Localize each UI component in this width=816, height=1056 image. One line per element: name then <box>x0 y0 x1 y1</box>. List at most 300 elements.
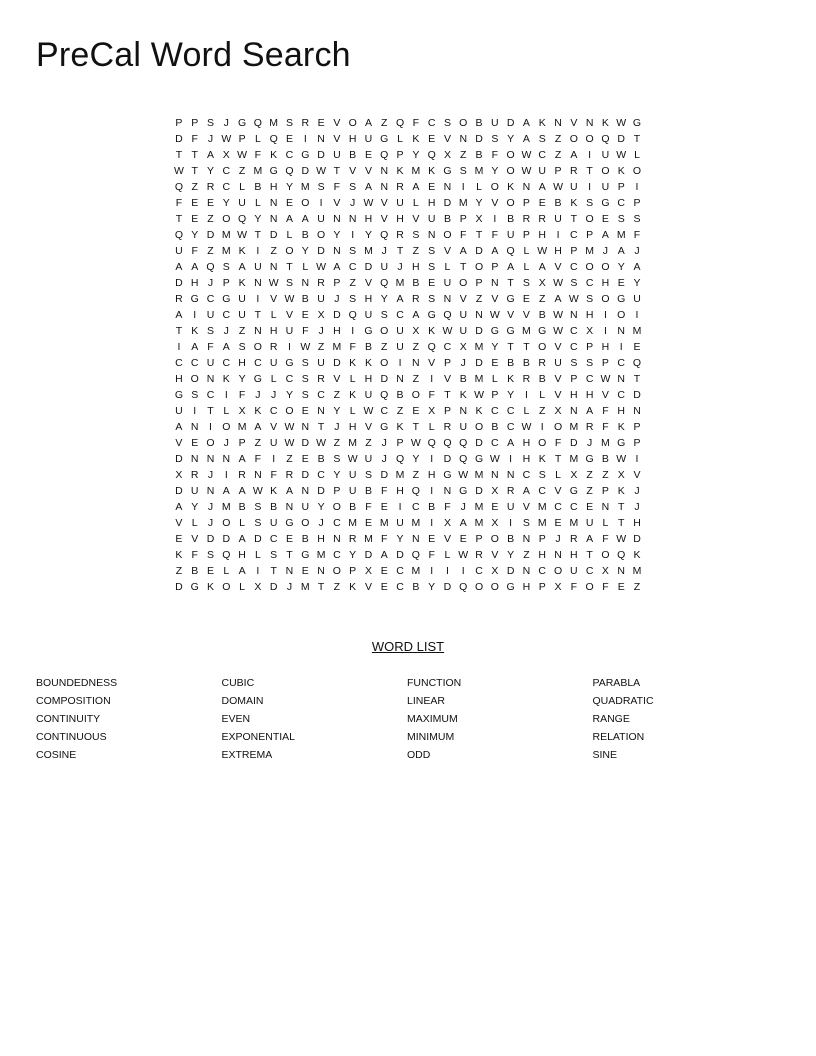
grid-letter: U <box>506 229 515 241</box>
grid-letter: Z <box>207 245 214 257</box>
grid-letter: L <box>254 133 261 145</box>
grid-row <box>171 339 647 355</box>
grid-letter: R <box>190 469 199 481</box>
grid-letter: L <box>523 245 530 257</box>
grid-letter: P <box>522 197 530 209</box>
grid-letter: U <box>301 501 310 513</box>
grid-letter: Q <box>443 309 452 321</box>
grid-letter: T <box>191 149 198 161</box>
grid-letter: Q <box>617 549 626 561</box>
grid-letter: U <box>459 309 468 321</box>
grid-letter: H <box>364 373 373 385</box>
grid-letter: N <box>222 453 231 465</box>
grid-letter: Z <box>602 469 609 481</box>
grid-letter: Y <box>301 245 309 257</box>
grid-letter: Z <box>475 293 483 305</box>
grid-letter: S <box>538 133 546 145</box>
grid-letter: E <box>586 501 594 513</box>
grid-letter: I <box>635 309 639 321</box>
grid-letter: Q <box>380 389 389 401</box>
grid-letter: E <box>380 581 388 593</box>
grid-letter: A <box>601 229 609 241</box>
grid-letter: K <box>507 373 515 385</box>
grid-letter: J <box>207 469 214 481</box>
grid-letter: C <box>333 549 341 561</box>
grid-letter: J <box>334 293 340 305</box>
grid-row <box>171 371 647 387</box>
grid-letter: M <box>474 341 484 353</box>
grid-letter: C <box>491 405 499 417</box>
grid-letter: Q <box>427 341 436 353</box>
grid-letter: V <box>364 165 372 177</box>
grid-letter: Q <box>380 149 389 161</box>
grid-letter: P <box>570 245 578 257</box>
grid-row <box>171 387 647 403</box>
grid-letter: I <box>540 421 544 433</box>
grid-letter: A <box>301 213 309 225</box>
grid-letter: U <box>506 501 515 513</box>
grid-letter: Y <box>364 229 372 241</box>
word-list-item: COSINE <box>36 749 77 761</box>
grid-letter: U <box>601 181 610 193</box>
grid-letter: Q <box>459 581 468 593</box>
grid-letter: C <box>506 421 515 433</box>
grid-letter: U <box>570 181 578 193</box>
grid-letter: S <box>349 181 357 193</box>
grid-letter: O <box>601 261 610 273</box>
grid-letter: W <box>252 485 263 497</box>
grid-row <box>171 579 647 595</box>
grid-letter: D <box>301 469 310 481</box>
grid-letter: K <box>507 181 515 193</box>
grid-letter: O <box>316 229 326 241</box>
grid-letter: C <box>396 581 404 593</box>
grid-letter: J <box>460 357 466 369</box>
grid-letter: S <box>491 133 499 145</box>
grid-letter: P <box>459 213 467 225</box>
grid-letter: T <box>570 213 578 225</box>
grid-letter: O <box>601 165 610 177</box>
word-list-item: ODD <box>407 749 431 761</box>
grid-letter: L <box>476 181 482 193</box>
grid-letter: J <box>381 437 387 449</box>
grid-letter: Z <box>381 341 388 353</box>
grid-letter: E <box>317 117 325 129</box>
grid-letter: E <box>617 277 625 289</box>
grid-letter: Z <box>539 293 546 305</box>
grid-letter: Y <box>412 453 420 465</box>
grid-letter: M <box>458 197 468 209</box>
grid-letter: O <box>585 581 594 593</box>
page-title: PreCal Word Search <box>36 36 351 74</box>
grid-letter: G <box>380 133 389 145</box>
grid-letter: Z <box>412 373 420 385</box>
grid-letter: S <box>570 277 578 289</box>
grid-letter: C <box>570 261 578 273</box>
grid-letter: L <box>539 389 546 401</box>
grid-letter: N <box>333 213 341 225</box>
grid-letter: V <box>443 373 451 385</box>
grid-letter: I <box>256 245 260 257</box>
grid-letter: M <box>364 533 373 545</box>
grid-letter: J <box>602 245 609 257</box>
grid-letter: U <box>317 357 325 369</box>
grid-letter: N <box>254 325 262 337</box>
grid-letter: E <box>522 293 530 305</box>
word-list-item: QUADRATIC <box>592 695 654 707</box>
grid-letter: Z <box>191 181 198 193</box>
grid-letter: H <box>585 389 594 401</box>
grid-letter: T <box>412 421 420 433</box>
grid-letter: D <box>380 469 389 481</box>
grid-letter: Q <box>206 261 215 273</box>
word-list-heading-text: WORD LIST <box>371 639 445 654</box>
grid-letter: Y <box>491 341 499 353</box>
grid-letter: A <box>175 421 183 433</box>
grid-letter: U <box>364 453 373 465</box>
grid-letter: F <box>602 581 609 593</box>
grid-letter: T <box>444 389 451 401</box>
grid-letter: D <box>206 533 215 545</box>
grid-letter: V <box>333 197 341 209</box>
grid-letter: J <box>271 389 277 401</box>
grid-letter: C <box>554 501 562 513</box>
grid-letter: Q <box>395 117 405 129</box>
grid-letter: U <box>585 517 594 529</box>
grid-letter: I <box>509 517 513 529</box>
grid-letter: V <box>443 533 451 545</box>
grid-letter: G <box>301 549 310 561</box>
grid-letter: K <box>175 549 183 561</box>
grid-letter: H <box>522 453 531 465</box>
grid-letter: S <box>522 517 530 529</box>
grid-letter: U <box>570 565 578 577</box>
grid-letter: U <box>238 293 246 305</box>
grid-letter: P <box>443 357 451 369</box>
grid-letter: X <box>570 469 578 481</box>
grid-letter: D <box>475 245 483 257</box>
grid-letter: X <box>475 213 483 225</box>
word-list-item: FUNCTION <box>407 677 462 689</box>
grid-letter: F <box>633 229 641 241</box>
grid-letter: S <box>459 165 467 177</box>
grid-letter: B <box>475 117 483 129</box>
grid-letter: D <box>475 357 483 369</box>
grid-letter: F <box>602 421 609 433</box>
grid-letter: S <box>270 549 278 561</box>
grid-letter: S <box>586 197 594 209</box>
grid-letter: R <box>475 549 483 561</box>
grid-letter: D <box>175 133 183 145</box>
grid-letter: M <box>474 517 484 529</box>
grid-letter: U <box>491 117 499 129</box>
grid-letter: N <box>269 197 278 209</box>
grid-letter: X <box>428 405 436 417</box>
grid-letter: B <box>254 181 262 193</box>
grid-letter: O <box>332 565 341 577</box>
grid-letter: L <box>428 421 435 433</box>
grid-letter: G <box>569 485 578 497</box>
grid-letter: X <box>601 565 609 577</box>
grid-letter: N <box>317 405 325 417</box>
grid-letter: R <box>570 533 578 545</box>
grid-letter: Z <box>460 149 467 161</box>
grid-letter: Z <box>238 325 246 337</box>
grid-letter: M <box>569 421 579 433</box>
grid-letter: S <box>412 229 420 241</box>
grid-letter: L <box>270 373 277 385</box>
grid-letter: C <box>570 501 578 513</box>
grid-letter: J <box>207 133 214 145</box>
grid-letter: M <box>537 501 547 513</box>
grid-letter: N <box>443 485 452 497</box>
grid-letter: W <box>474 389 484 401</box>
grid-letter: O <box>348 117 357 129</box>
grid-letter: F <box>238 389 246 401</box>
grid-letter: D <box>396 549 404 561</box>
grid-letter: I <box>588 181 592 193</box>
grid-letter: Q <box>601 133 610 145</box>
grid-letter: K <box>459 389 467 401</box>
grid-letter: U <box>396 517 404 529</box>
grid-letter: U <box>443 277 452 289</box>
grid-letter: K <box>475 405 483 417</box>
grid-letter: B <box>317 453 325 465</box>
grid-letter: E <box>301 453 309 465</box>
grid-letter: T <box>317 581 325 593</box>
grid-letter: O <box>506 165 515 177</box>
grid-letter: N <box>554 549 562 561</box>
grid-letter: Z <box>207 213 214 225</box>
grid-letter: C <box>585 277 594 289</box>
grid-letter: B <box>301 533 309 545</box>
grid-letter: G <box>490 325 499 337</box>
grid-letter: E <box>191 197 199 209</box>
grid-letter: J <box>223 117 229 129</box>
grid-letter: E <box>601 213 609 225</box>
grid-letter: M <box>537 517 547 529</box>
grid-letter: G <box>601 197 610 209</box>
grid-letter: H <box>333 325 341 337</box>
grid-letter: T <box>507 341 514 353</box>
grid-letter: I <box>177 341 181 353</box>
grid-letter: S <box>617 213 625 225</box>
grid-letter: H <box>348 133 357 145</box>
grid-letter: A <box>191 341 199 353</box>
grid-letter: C <box>506 405 515 417</box>
word-list-item: SINE <box>592 749 618 761</box>
grid-letter: R <box>348 533 357 545</box>
grid-letter: J <box>634 501 640 513</box>
grid-letter: D <box>206 229 215 241</box>
grid-letter: H <box>427 197 436 209</box>
grid-letter: Z <box>523 549 530 561</box>
grid-letter: K <box>396 165 404 177</box>
grid-letter: G <box>222 293 231 305</box>
grid-letter: Y <box>333 229 341 241</box>
grid-letter: N <box>491 277 499 289</box>
grid-letter: C <box>222 181 231 193</box>
grid-letter: M <box>221 229 231 241</box>
grid-letter: K <box>349 581 357 593</box>
grid-letter: C <box>538 565 547 577</box>
grid-letter: V <box>459 293 467 305</box>
grid-letter: O <box>569 133 578 145</box>
grid-letter: W <box>300 341 311 353</box>
grid-letter: W <box>521 149 532 161</box>
grid-letter: K <box>222 373 230 385</box>
grid-letter: K <box>270 149 278 161</box>
grid-letter: Q <box>459 437 468 449</box>
grid-letter: U <box>554 213 562 225</box>
grid-letter: T <box>523 341 530 353</box>
grid-letter: N <box>412 357 420 369</box>
grid-letter: A <box>191 261 199 273</box>
grid-letter: W <box>537 245 548 257</box>
grid-letter: W <box>221 133 232 145</box>
grid-letter: Y <box>285 181 293 193</box>
grid-letter: X <box>491 517 499 529</box>
grid-letter: F <box>428 549 435 561</box>
grid-letter: I <box>224 389 228 401</box>
grid-letter: I <box>430 373 434 385</box>
grid-letter: O <box>601 549 610 561</box>
grid-letter: B <box>538 373 546 385</box>
grid-letter: V <box>333 133 341 145</box>
grid-letter: U <box>206 357 215 369</box>
grid-letter: Y <box>191 501 199 513</box>
grid-letter: P <box>349 565 357 577</box>
grid-letter: L <box>239 181 245 193</box>
grid-letter: M <box>411 517 421 529</box>
grid-letter: W <box>237 149 248 161</box>
grid-letter: D <box>301 165 310 177</box>
grid-letter: U <box>380 261 389 273</box>
grid-letter: M <box>632 325 642 337</box>
grid-letter: C <box>538 149 547 161</box>
grid-letter: I <box>635 453 639 465</box>
grid-letter: U <box>190 485 199 497</box>
grid-letter: D <box>175 485 183 497</box>
grid-letter: F <box>175 197 183 209</box>
grid-letter: Z <box>381 117 388 129</box>
grid-letter: P <box>633 197 641 209</box>
grid-letter: C <box>443 341 452 353</box>
grid-letter: A <box>586 533 594 545</box>
grid-letter: S <box>254 501 262 513</box>
grid-letter: D <box>475 133 483 145</box>
grid-letter: D <box>443 581 452 593</box>
grid-letter: O <box>538 341 547 353</box>
grid-letter: F <box>191 245 198 257</box>
word-list-heading <box>0 639 816 655</box>
grid-letter: C <box>570 229 578 241</box>
grid-letter: O <box>411 389 420 401</box>
word-list-item: CONTINUITY <box>36 713 101 725</box>
grid-letter: C <box>570 325 578 337</box>
grid-letter: U <box>269 437 278 449</box>
grid-letter: H <box>412 261 420 273</box>
word-list-item: PARABLA <box>592 677 641 689</box>
grid-letter: O <box>601 293 610 305</box>
grid-letter: S <box>301 357 309 369</box>
grid-letter: P <box>491 389 499 401</box>
grid-letter: B <box>475 149 483 161</box>
grid-letter: R <box>538 357 547 369</box>
grid-letter: C <box>317 389 325 401</box>
grid-letter: S <box>301 373 309 385</box>
grid-letter: Q <box>380 277 389 289</box>
grid-letter: X <box>412 325 420 337</box>
grid-letter: S <box>443 117 451 129</box>
grid-letter: A <box>459 517 467 529</box>
grid-letter: A <box>570 149 578 161</box>
grid-letter: H <box>538 549 547 561</box>
grid-letter: B <box>412 277 420 289</box>
grid-letter: P <box>586 341 594 353</box>
word-list <box>36 674 778 764</box>
grid-letter: C <box>175 357 183 369</box>
grid-letter: A <box>412 309 420 321</box>
grid-letter: W <box>173 165 184 177</box>
grid-letter: A <box>554 293 562 305</box>
grid-letter: Z <box>539 405 546 417</box>
grid-letter: P <box>633 421 641 433</box>
grid-letter: Z <box>333 389 341 401</box>
grid-letter: M <box>616 229 626 241</box>
grid-letter: Y <box>317 501 325 513</box>
grid-letter: X <box>617 469 625 481</box>
word-list-item: RELATION <box>592 731 645 743</box>
grid-letter: U <box>364 389 373 401</box>
grid-letter: A <box>491 245 499 257</box>
grid-letter: T <box>586 165 593 177</box>
grid-letter: W <box>347 453 358 465</box>
grid-letter: E <box>491 357 499 369</box>
grid-letter: N <box>633 405 641 417</box>
grid-letter: S <box>206 325 214 337</box>
grid-letter: G <box>190 581 199 593</box>
word-list-item: COMPOSITION <box>36 695 111 707</box>
grid-letter: X <box>586 325 594 337</box>
grid-letter: C <box>222 165 231 177</box>
grid-letter: D <box>506 117 515 129</box>
grid-letter: L <box>397 133 403 145</box>
grid-row <box>171 195 647 211</box>
grid-letter: V <box>380 213 388 225</box>
grid-letter: H <box>522 581 531 593</box>
grid-letter: T <box>333 165 341 177</box>
grid-letter: F <box>381 485 388 497</box>
grid-letter: W <box>616 117 627 129</box>
grid-letter: R <box>238 469 246 481</box>
grid-letter: O <box>538 437 547 449</box>
grid-letter: L <box>444 261 451 273</box>
grid-letter: Y <box>396 533 404 545</box>
grid-letter: X <box>554 405 562 417</box>
grid-letter: U <box>427 213 436 225</box>
word-list-item: RANGE <box>592 713 630 725</box>
grid-letter: P <box>222 277 230 289</box>
grid-letter: Y <box>333 469 341 481</box>
grid-letter: Q <box>632 357 642 369</box>
grid-letter: O <box>506 197 515 209</box>
grid-letter: T <box>475 229 483 241</box>
grid-letter: P <box>633 437 641 449</box>
grid-row <box>171 307 647 323</box>
grid-letter: O <box>617 309 626 321</box>
grid-letter: P <box>491 261 499 273</box>
